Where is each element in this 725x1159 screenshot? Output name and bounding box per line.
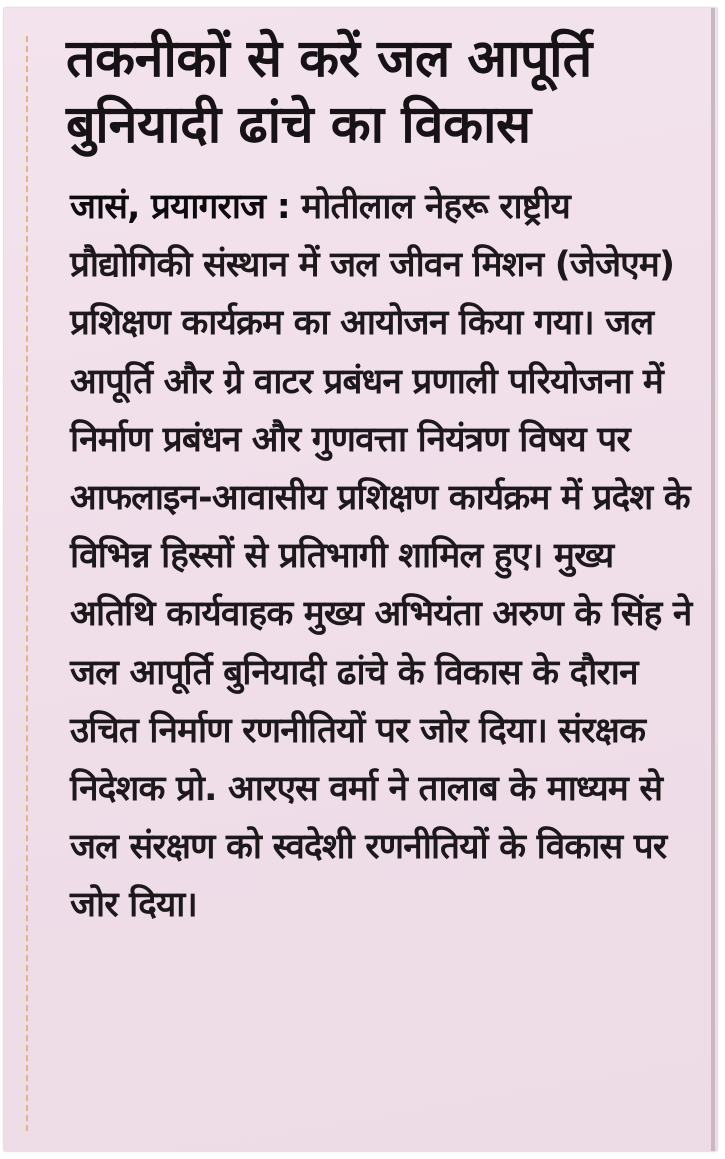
- article-body-text: मोतीलाल नेहरू राष्ट्रीय प्रौद्योगिकी संस्थान में जल जीवन मिशन (जेजेएम) प्रशिक्षण कार्यक्रम का आयोजन किया गया। जल आपूर्ति और ग्रे वाटर प्रबंधन प्रणाली परियोजना में निर्माण प्रबंधन और गुणवत्ता नियंत्रण विषय पर आफलाइन-आवासीय प्रशिक्षण कार्यक्रम में प्रदेश के विभिन्न हिस्सों से प्रतिभागी शामिल हुए। मुख्य अतिथि कार्यवाहक मुख्य अभियंता अरुण के सिंह ने जल आपूर्ति बुनियादी ढांचे के विकास के दौरान उचित निर्माण रणनीतियों पर जोर दिया। संरक्षक निदेशक प्रो. आरएस वर्मा ने तालाब के माध्यम से जल संरक्षण को स्वदेशी रणनीतियों के विकास पर जोर दिया।: [70, 187, 692, 926]
- article-dateline: जासं, प्रयागराज :: [70, 187, 290, 227]
- newspaper-clipping: [4, 8, 717, 1151]
- article-headline: तकनीकों से करें जल आपूर्ति बुनियादी ढांचे का विकास: [66, 29, 592, 155]
- column-margin-rule: [26, 36, 28, 1131]
- article-body: [70, 178, 700, 935]
- clipping-edge: [711, 8, 715, 1151]
